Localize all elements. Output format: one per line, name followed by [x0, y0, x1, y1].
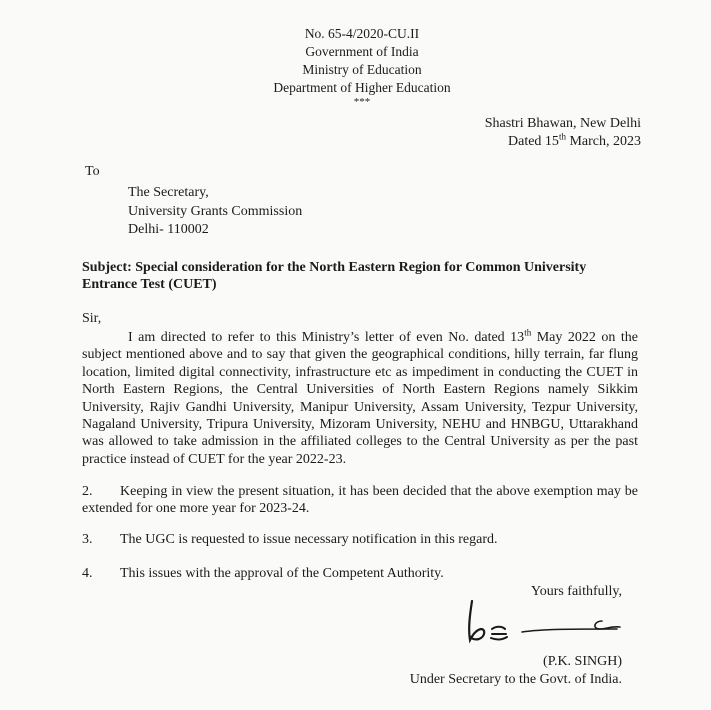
- file-number: No. 65-4/2020-CU.II: [304, 26, 420, 41]
- paragraph-3: [82, 532, 498, 548]
- header-department: Department of Higher Education: [273, 80, 451, 95]
- paragraph-2-text: Keeping in view the present situation, it has been decided that the above exemption may be extended for one more year for 2023-24.: [82, 484, 638, 517]
- paragraph-4: [82, 566, 444, 582]
- date-superscript: th: [558, 131, 566, 142]
- date-prefix: Dated 15: [508, 134, 559, 149]
- place: Shastri Bhawan, New Delhi: [484, 116, 641, 131]
- handwritten-signature: [462, 596, 632, 648]
- paragraph-2: [82, 483, 638, 518]
- header-stars: ***: [353, 96, 371, 108]
- date-suffix: March, 2023: [565, 134, 641, 149]
- addressee-line-3: Delhi- 110002: [128, 222, 209, 237]
- paragraph-2-number: 2.: [82, 484, 93, 499]
- paragraph-1: [82, 329, 638, 468]
- subject-line-2: Entrance Test (CUET): [82, 277, 217, 292]
- paragraph-1-part-1: I am directed to refer to this Ministry’s letter of even No. dated 13: [128, 330, 525, 345]
- closing: Yours faithfully,: [530, 584, 622, 599]
- paragraph-3-number: 3.: [82, 532, 93, 547]
- paragraph-3-text: The UGC is requested to issue necessary notification in this regard.: [120, 532, 498, 547]
- header-ministry: Ministry of Education: [302, 62, 422, 77]
- addressee-line-1: The Secretary,: [128, 185, 209, 200]
- paragraph-1-superscript: th: [524, 327, 532, 338]
- paragraph-1-part-2: May 2022 on the subject mentioned above and to say that given the geographical conditions, hilly terrain, far flung location, limited digital connectivity, infrastructure etc as impediment in conducting the CUET in North Eastern Regions, the Central Universities of North Eastern Regions namely Sikkim University, Rajiv Gandhi University, Manipur University, Assam University, Tezpur University, Nagaland University, Tripura University, Mizoram University, NEHU and HNBGU, Uttarakhand was allowed to take admission in the affiliated colleges to the Central University as per the past practice instead of CUET for the year 2022-23.: [82, 330, 638, 467]
- date: [508, 131, 641, 150]
- salutation: Sir,: [82, 311, 102, 326]
- header-government: Government of India: [305, 44, 419, 59]
- paragraph-4-number: 4.: [82, 566, 93, 581]
- signatory-designation: Under Secretary to the Govt. of India.: [409, 672, 622, 687]
- to-label: To: [85, 164, 100, 179]
- paragraph-4-text: This issues with the approval of the Competent Authority.: [120, 566, 444, 581]
- addressee-line-2: University Grants Commission: [128, 204, 303, 219]
- subject-line-1: Subject: Special consideration for the North Eastern Region for Common University: [82, 260, 587, 275]
- signatory-name: (P.K. SINGH): [543, 654, 622, 669]
